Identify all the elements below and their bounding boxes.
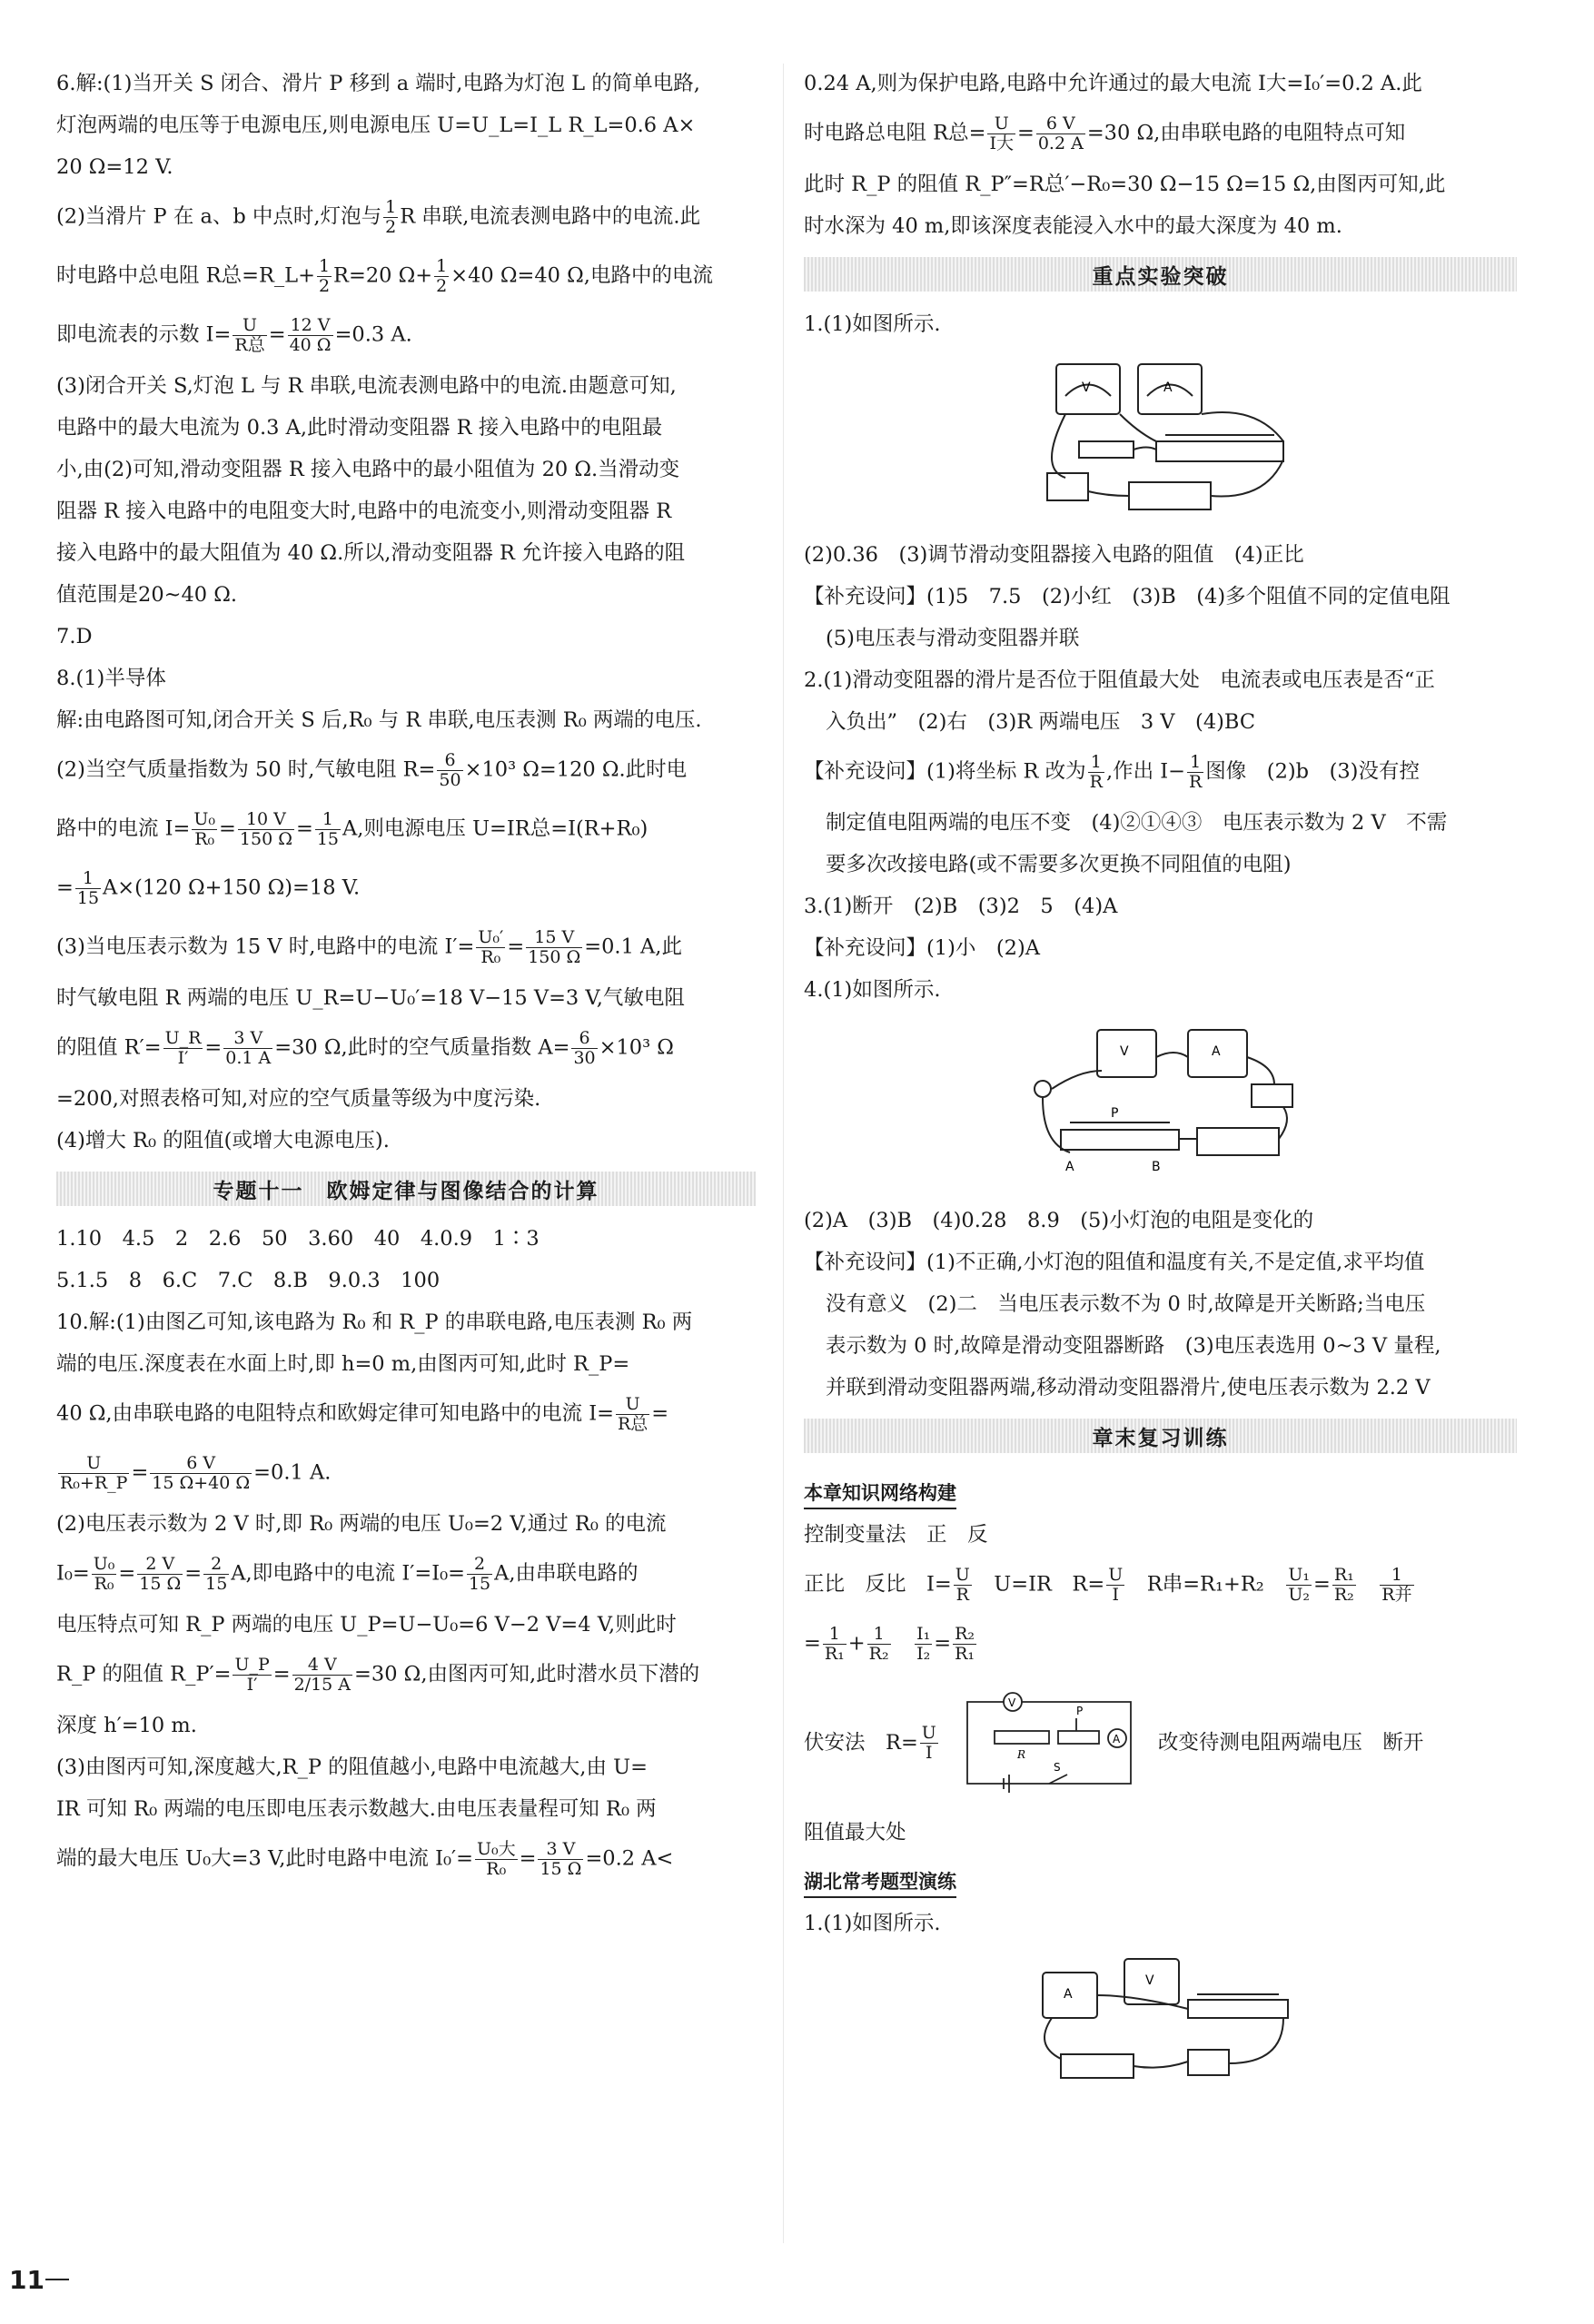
exp1-line-2: (2)0.36 (3)调节滑动变阻器接入电路的阻值 (4)正比 [804,543,1304,567]
fraction: $\frac{1}{15}$ [76,868,100,908]
resistor-symbol [995,1731,1049,1744]
voltmeter-label: V [1081,381,1091,395]
answers-row-1: 1.10 4.5 2 2.6 50 3.60 40 4.0.9 1∶3 [56,1227,540,1251]
svg-text:R: R [1016,1748,1025,1761]
fraction: $\frac{2}{15}$ [205,1554,228,1594]
fraction: $\frac{U}{R}$ [955,1565,970,1605]
knowledge-line-4: 伏安法 R= $\frac{U}{I}$ V A P R S 改变待测电阻两端电压 断开 [804,1684,1517,1802]
q7-answer: 7.D [56,625,93,648]
q8-line-10: (4)增大 R₀ 的阻值(或增大电源电压). [56,1129,390,1152]
q10-line-5: (2)电压表示数为 2 V 时,即 R₀ 两端的电压 U₀=2 V,通过 R₀ 的电流 [56,1512,667,1536]
q8-line-8: 的阻值 R′= $\frac{U\_R}{I'}$ = $\frac{3 V}{0.1 A}$ =30 Ω,此时的空气质量指数 A= $\frac{6}{30}$ ×10³ Ω [56,1028,674,1068]
exp4-supplement-4: 并联到滑动变阻器两端,移动滑动变阻器滑片,使电压表示数为 2.2 V [826,1376,1431,1399]
knowledge-line-3: = $\frac{1}{\text{R₁}}$ + $\frac{1}{\text{R₂}}$ $\frac{\text{I₁}}{\text{I₂}}$ = $\frac{\text{R₂}}{\text{R₁}}$ [804,1624,975,1664]
svg-text:A: A [1112,1733,1121,1745]
banner-title: 重点实验突破 [1092,264,1229,289]
fraction: $\frac{6}{30}$ [573,1028,596,1068]
fraction: $\frac{2}{15}$ [468,1554,491,1594]
fraction: $\frac{6 V}{15 \Omega+40 \Omega}$ [152,1453,251,1493]
fraction: $\frac{1}{\text{R₁}}$ [824,1624,845,1664]
rheostat-symbol [1058,1731,1099,1744]
answers-row-2: 5.1.5 8 6.C 7.C 8.B 9.0.3 100 [56,1269,441,1292]
q10-cont-line-1: 0.24 A,则为保护电路,电路中允许通过的最大电流 I大=I₀′=0.2 A.此 [804,72,1422,95]
q10-line-7: 电压特点可知 R_P 两端的电压 U_P=U−U₀=6 V−2 V=4 V,则此时 [56,1613,677,1637]
fraction: $\frac{4 V}{2/15 A}$ [293,1655,351,1695]
q8-line-5: = $\frac{1}{15}$ A×(120 Ω+150 Ω)=18 V. [56,868,361,908]
exp4-supplement-2: 没有意义 (2)二 当电压表示数不为 0 时,故障是开关断路;当电压 [826,1292,1426,1316]
q6-line-1: 6.解:(1)当开关 S 闭合、滑片 P 移到 a 端时,电路为灯泡 L 的简单电路, [56,72,700,95]
page-number: 11 [9,2265,45,2295]
q10-cont-line-2: 时电路总电阻 R总= $\frac{U}{\text{I大}}$ = $\frac{6 V}{0.2 A}$ =30 Ω,由串联电路的电阻特点可知 [804,114,1406,153]
subheading-knowledge-network: 本章知识网络构建 [804,1478,956,1509]
exp3-supplement: 【补充设问】(1)小 (2)A [804,936,1040,960]
q6-line-4: (2)当滑片 P 在 a、b 中点时,灯泡与 $\frac{1}{2}$ R 串联,电流表测电路中的电流.此 [56,197,701,237]
fraction: $\frac{\text{U₁}}{\text{U₂}}$ [1288,1565,1310,1605]
end-a-label: A [1064,1160,1074,1174]
exp2-supplement-3: 要多次改接电路(或不需要多次更换不同阻值的电阻) [826,853,1292,876]
exp4-supplement: 【补充设问】(1)不正确,小灯泡的阻值和温度有关,不是定值,求平均值 [804,1251,1425,1274]
fraction: $\frac{\text{U₀′}}{\text{R₀}}$ [478,927,504,967]
switch-icon [1252,1084,1292,1107]
q10-line-4: $\frac{U}{\text{R₀+R\_P}}$ = $\frac{6 V}{15 \Omega+40 \Omega}$ =0.1 A. [60,1453,332,1493]
q8-line-2: 解:由电路图可知,闭合开关 S 后,R₀ 与 R 串联,电压表测 R₀ 两端的电压. [56,708,702,732]
fraction: $\frac{1}{R}$ [1089,752,1103,792]
knowledge-line-1: 控制变量法 正 反 [804,1523,988,1547]
exp1-line-1: 1.(1)如图所示. [804,312,941,336]
q6-line-12: 值范围是20~40 Ω. [56,583,238,607]
battery-icon [1197,1128,1279,1155]
battery-icon [1129,482,1211,509]
resistor-icon [1079,441,1134,458]
svg-text:S: S [1053,1761,1061,1774]
fraction: $\frac{\text{R₁}}{\text{R₂}}$ [1333,1565,1354,1605]
hubei-q1-line-1: 1.(1)如图所示. [804,1912,941,1935]
fraction: $\frac{U\_R}{I'}$ [164,1028,202,1068]
subheading-hubei-practice: 湖北常考题型演练 [804,1867,956,1898]
q10-line-10: (3)由图丙可知,深度越大,R_P 的阻值越小,电路中电流越大,由 U= [56,1755,648,1779]
exp4-line-2: (2)A (3)B (4)0.28 8.9 (5)小灯泡的电阻是变化的 [804,1209,1314,1232]
svg-text:P: P [1075,1705,1084,1717]
exp2-line-2: 入负出” (2)右 (3)R 两端电压 3 V (4)BC [826,710,1256,734]
fraction: $\frac{\text{U₀大}}{\text{R₀}}$ [476,1839,516,1879]
q8-line-9: =200,对照表格可知,对应的空气质量等级为中度污染. [56,1087,541,1111]
exp4-supplement-3: 表示数为 0 时,故障是滑动变阻器断路 (3)电压表选用 0~3 V 量程, [826,1334,1441,1358]
knowledge-line-2: 正比 反比 I= $\frac{U}{R}$ U=IR R= $\frac{U}{I}$ R串=R₁+R₂ $\frac{\text{U₁}}{\text{U₂}}$ = $\frac{\text{R₁}}{\text{R₂}}$ $\frac{1}{\text{R并}}$ [804,1565,1412,1605]
fraction: $\frac{6}{50}$ [439,750,461,790]
rheostat-icon [1061,1130,1179,1150]
q8-line-1: 8.(1)半导体 [56,667,166,690]
fraction: $\frac{\text{R₂}}{\text{R₁}}$ [955,1624,975,1664]
voltmeter-label: V [1144,1973,1154,1988]
rheostat-icon [1188,2000,1288,2018]
q10-line-12: 端的最大电压 U₀大=3 V,此时电路中电流 I₀′= $\frac{\text{U₀大}}{\text{R₀}}$ = $\frac{3 V}{15 \Omega}$ =0.2 A< [56,1839,674,1879]
fraction: $\frac{1}{2}$ [318,256,331,296]
q10-cont-line-3: 此时 R_P 的阻值 R_P″=R总′−R₀=30 Ω−15 Ω=15 Ω,由图丙可知,此 [804,173,1446,196]
q10-cont-line-4: 时水深为 40 m,即该深度表能浸入水中的最大深度为 40 m. [804,214,1342,238]
fraction: $\frac{1}{2}$ [385,197,397,237]
exp2-line-1: 2.(1)滑动变阻器的滑片是否位于阻值最大处 电流表或电压表是否“正 [804,668,1435,692]
q8-line-4: 路中的电流 I= $\frac{\text{U₀}}{\text{R₀}}$ = $\frac{10 V}{150 \Omega}$ = $\frac{1}{15}$ A,则电源电压 U=IR总=I(R+R₀) [56,809,648,849]
banner-title: 专题十一 欧姆定律与图像结合的计算 [213,1179,599,1203]
slider-label: P [1110,1106,1118,1121]
fraction: $\frac{1}{15}$ [316,809,340,849]
q10-line-2: 端的电压.深度表在水面上时,即 h=0 m,由图丙可知,此时 R_P= [56,1352,630,1376]
q6-line-9: 小,由(2)可知,滑动变阻器 R 接入电路中的最小阻值为 20 Ω.当滑动变 [56,458,680,481]
fraction: $\frac{\text{U₀}}{\text{R₀}}$ [93,1554,115,1594]
ammeter-label: A [1063,1987,1073,2002]
rheostat-icon [1156,441,1283,461]
fraction: $\frac{1}{R}$ [1188,752,1203,792]
q6-line-7: (3)闭合开关 S,灯泡 L 与 R 串联,电流表测电路中的电流.由题意可知, [56,374,677,398]
svg-text:V: V [1007,1696,1016,1709]
q8-line-3: (2)当空气质量指数为 50 时,气敏电阻 R= $\frac{6}{50}$ ×10³ Ω=120 Ω.此时电 [56,750,688,790]
circuit-figure-2 [1015,1021,1306,1193]
voltammetry-circuit-diagram [958,1684,1140,1802]
ammeter-label: A [1211,1044,1221,1059]
column-gutter [783,64,784,2243]
right-column [804,73,1517,2107]
end-b-label: B [1151,1160,1161,1174]
fraction: $\frac{U}{I}$ [1108,1565,1124,1605]
lamp-icon [1035,1081,1051,1097]
q8-line-6: (3)当电压表示数为 15 V 时,电路中的电流 I′= $\frac{\text{U₀′}}{\text{R₀}}$ = $\frac{15 V}{150 \Omega}$ =0.1 A,此 [56,927,682,967]
switch-icon [1188,2050,1229,2075]
q6-line-11: 接入电路中的最大阻值为 40 Ω.所以,滑动变阻器 R 允许接入电路的阻 [56,541,686,565]
section-banner-experiments [804,257,1517,292]
exp3-line-1: 3.(1)断开 (2)B (3)2 5 (4)A [804,895,1118,918]
exp2-supplement-2: 制定值电阻两端的电压不变 (4)②①④③ 电压表示数为 2 V 不需 [826,811,1448,835]
fraction: $\frac{12 V}{40 \Omega}$ [289,315,332,355]
banner-title: 章末复习训练 [1092,1426,1229,1450]
section-banner-topic-11 [56,1172,756,1206]
fraction: $\frac{U}{\text{R总}}$ [234,315,265,355]
voltmeter-label: V [1119,1044,1129,1059]
exp1-supplement-2: (5)电压表与滑动变阻器并联 [826,627,1080,650]
circuit-figure-1 [1029,355,1292,528]
fraction: $\frac{6 V}{0.2 A}$ [1037,114,1084,153]
q6-line-2: 灯泡两端的电压等于电源电压,则电源电压 U=U_L=I_L R_L=0.6 A× [56,114,696,137]
fraction: $\frac{2 V}{15 \Omega}$ [139,1554,182,1594]
q10-line-1: 10.解:(1)由图乙可知,该电路为 R₀ 和 R_P 的串联电路,电压表测 R₀ 两 [56,1310,693,1334]
exp2-supplement: 【补充设问】(1)将坐标 R 改为 $\frac{1}{R}$ ,作出 I− $\frac{1}{R}$ 图像 (2)b (3)没有控 [804,752,1420,792]
section-banner-review [804,1419,1517,1453]
q6-line-10: 阻器 R 接入电路中的电阻变大时,电路中的电流变小,则滑动变阻器 R [56,499,672,523]
q6-line-5: 时电路中总电阻 R总=R_L+ $\frac{1}{2}$ R=20 Ω+ $\frac{1}{2}$ ×40 Ω=40 Ω,电路中的电流 [56,256,713,296]
q10-line-9: 深度 h′=10 m. [56,1714,197,1737]
q10-line-3: 40 Ω,由串联电路的电阻特点和欧姆定律可知电路中的电流 I= $\frac{U}{\text{R总}}$ = [56,1394,669,1434]
fraction: $\frac{\text{I₁}}{\text{I₂}}$ [916,1624,931,1664]
left-column [56,73,756,1899]
fraction: $\frac{10 V}{150 \Omega}$ [239,809,292,849]
fraction: $\frac{U}{\text{R总}}$ [617,1394,648,1434]
q10-line-6: I₀= $\frac{\text{U₀}}{\text{R₀}}$ = $\frac{2 V}{15 \Omega}$ = $\frac{2}{15}$ A,即电路中的电流 I′=I₀= $\frac{2}{15}$ A,由串联电路的 [56,1554,639,1594]
q6-line-3: 20 Ω=12 V. [56,155,173,179]
q8-line-7: 时气敏电阻 R 两端的电压 U_R=U−U₀′=18 V−15 V=3 V,气敏电阻 [56,986,685,1010]
fraction: $\frac{3 V}{15 \Omega}$ [540,1839,582,1879]
fraction: $\frac{U}{\text{I大}}$ [989,114,1014,153]
ammeter-label: A [1163,381,1173,395]
q10-line-8: R_P 的阻值 R_P′= $\frac{U\_P}{I'}$ = $\frac{4 V}{2/15 A}$ =30 Ω,由图丙可知,此时潜水员下潜的 [56,1655,700,1695]
knowledge-line-5: 阻值最大处 [804,1821,906,1844]
fraction: $\frac{1}{\text{R₂}}$ [868,1624,889,1664]
battery-icon [1061,2054,1134,2078]
page-number-dash [45,2279,69,2280]
fraction: $\frac{1}{\text{R并}}$ [1381,1565,1412,1605]
switch-icon [1047,473,1088,500]
fraction: $\frac{U}{I}$ [921,1722,936,1763]
q10-line-11: IR 可知 R₀ 两端的电压即电压表示数越大.由电压表量程可知 R₀ 两 [56,1797,657,1821]
fraction: $\frac{\text{U₀}}{\text{R₀}}$ [193,809,216,849]
fraction: $\frac{U\_P}{I'}$ [234,1655,270,1695]
fraction: $\frac{15 V}{150 \Omega}$ [528,927,581,967]
q6-line-8: 电路中的最大电流为 0.3 A,此时滑动变阻器 R 接入电路中的电阻最 [56,416,663,440]
circuit-figure-3 [1025,1954,1297,2091]
exp4-line-1: 4.(1)如图所示. [804,978,941,1002]
q6-line-6: 即电流表的示数 I= $\frac{U}{\text{R总}}$ = $\frac{12 V}{40 \Omega}$ =0.3 A. [56,315,412,355]
exp1-supplement: 【补充设问】(1)5 7.5 (2)小红 (3)B (4)多个阻值不同的定值电阻 [804,585,1450,608]
fraction: $\frac{1}{2}$ [436,256,448,296]
fraction: $\frac{U}{\text{R₀+R\_P}}$ [60,1453,128,1493]
fraction: $\frac{3 V}{0.1 A}$ [225,1028,272,1068]
